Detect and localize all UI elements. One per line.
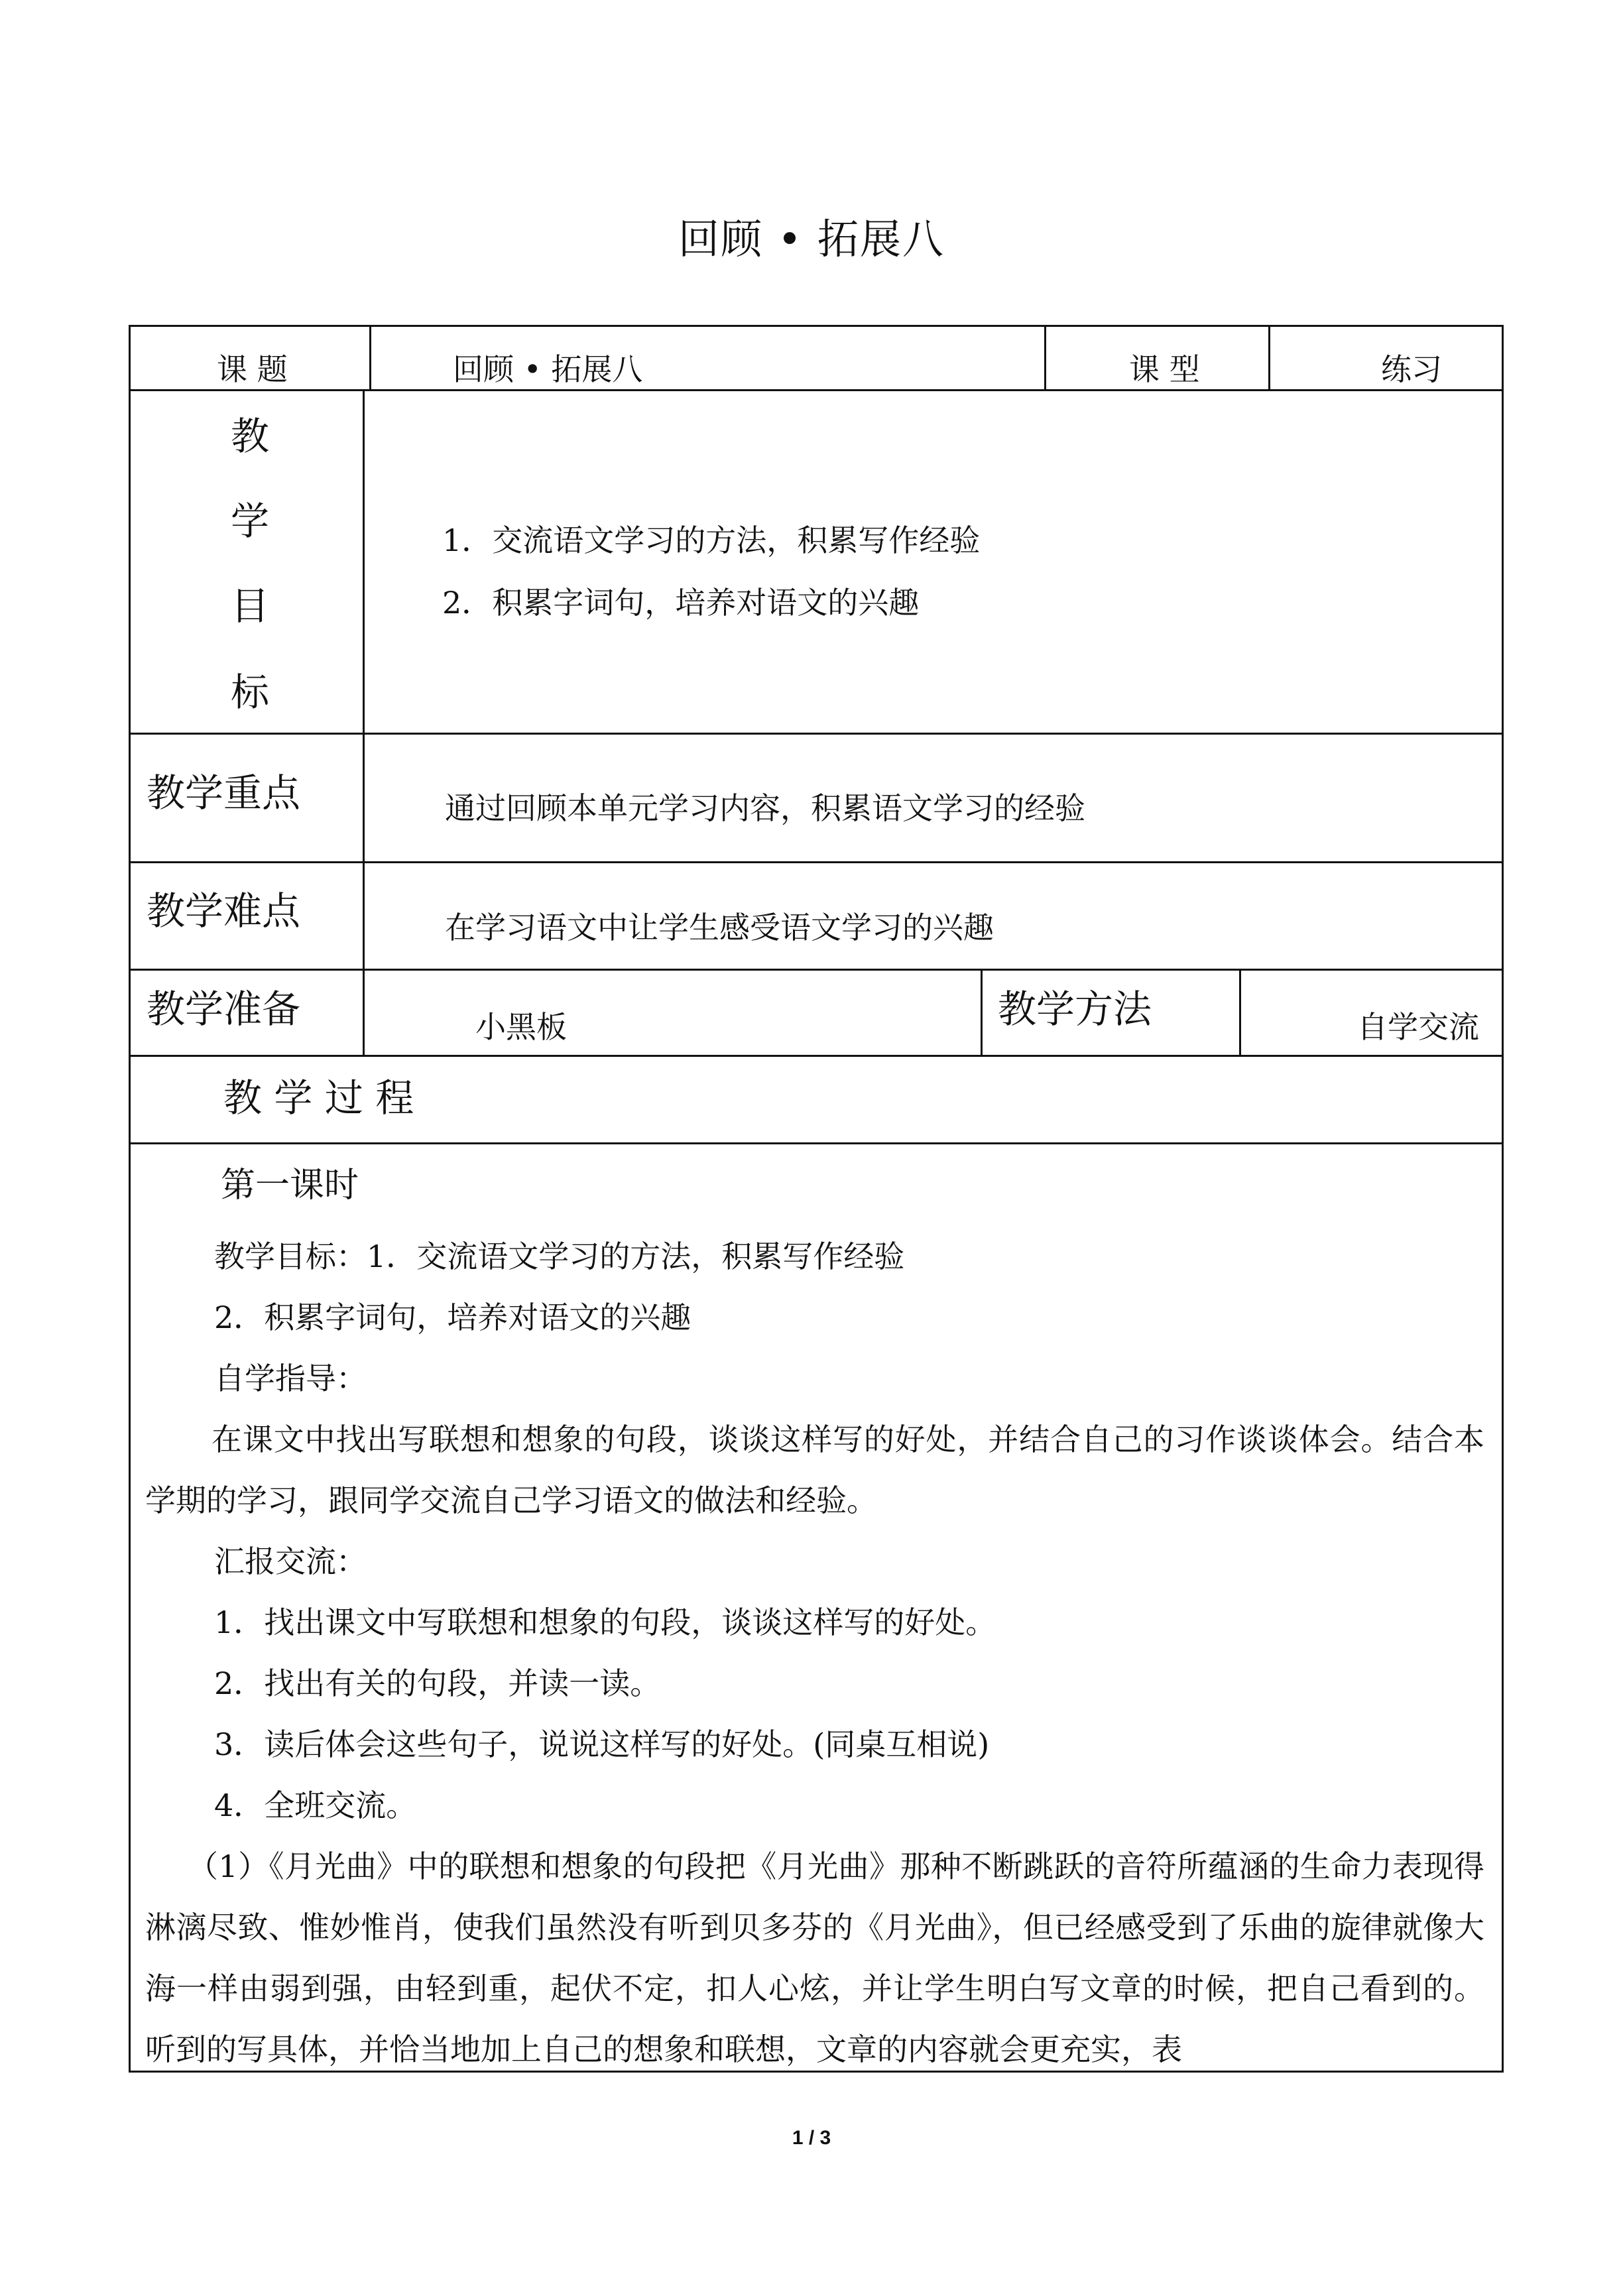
objective-item: 1．交流语文学习的方法，积累写作经验 [442,522,981,558]
topic-value: 回顾 • 拓展八 [453,351,643,387]
col-divider [1044,327,1046,389]
col-divider [363,389,365,969]
objectives-label-char: 学 [230,499,269,544]
row-divider [131,1055,1502,1057]
page-number: 1 / 3 [792,2127,831,2149]
row-divider [131,969,1502,971]
report-step: 1．找出课文中写联想和想象的句段，谈谈这样写的好处。 [214,1604,996,1640]
row-divider [131,1142,1502,1144]
objectives-label-char: 标 [230,670,269,715]
process-heading: 教 学 过 程 [223,1075,414,1120]
key-points-label: 教学重点 [147,770,301,816]
col-divider [1268,327,1270,389]
detail-paragraph: （1）《月光曲》中的联想和想象的句段把《月光曲》那种不断跳跃的音符所蕴涵的生命力表现得淋漓尽致、惟妙惟肖，使我们虽然没有听到贝多芬的《月光曲》，但已经感受到了乐曲的旋律就像大海一样由弱到强，由轻到重，起伏不定，扣人心炫，并让学生明白写文章的时候，把自己看到的。听到的写具体，并恰当地加上自己的想象和联想，文章的内容就会更充实，表 [145,1848,1484,2067]
report-step: 3．读后体会这些句子，说说这样写的好处。(同桌互相说) [214,1726,990,1762]
report-step: 4．全班交流。 [214,1787,417,1823]
self-study-text: 在课文中找出写联想和想象的句段，谈谈这样写的好处，并结合自己的习作谈谈体会。结合本学期的学习，跟同学交流自己学习语文的做法和经验。 [145,1421,1484,1518]
col-divider [363,969,365,1055]
difficulties-label: 教学难点 [147,888,301,934]
lesson-goal: 教学目标：1．交流语文学习的方法，积累写作经验 [214,1239,905,1274]
lesson-plan-table [129,325,1504,2073]
objective-item: 2．积累字词句，培养对语文的兴趣 [442,585,920,621]
report-step: 2．找出有关的句段，并读一读。 [214,1665,661,1701]
difficulties-value: 在学习语文中让学生感受语文学习的兴趣 [445,910,994,945]
preparation-label: 教学准备 [147,987,301,1032]
key-points-value: 通过回顾本单元学习内容，积累语文学习的经验 [445,790,1085,826]
row-divider [131,389,1502,391]
row-divider [131,861,1502,863]
col-divider [981,969,983,1055]
col-divider [369,327,371,389]
type-label: 课 型 [1129,351,1200,387]
row-divider [131,733,1502,735]
preparation-value: 小黑板 [475,1009,567,1045]
type-value: 练习 [1381,351,1442,387]
page-title: 回顾 • 拓展八 [678,215,945,263]
report-label: 汇报交流： [214,1543,367,1579]
lesson-heading: 第一课时 [221,1166,359,1205]
method-value: 自学交流 [1357,1009,1479,1045]
method-label: 教学方法 [998,987,1152,1032]
self-study-label: 自学指导： [214,1360,367,1396]
col-divider [1239,969,1241,1055]
topic-label: 课 题 [217,351,288,387]
objectives-label-char: 教 [230,414,269,459]
objectives-label-char: 目 [230,583,269,629]
lesson-goal: 2．积累字词句，培养对语文的兴趣 [214,1299,691,1335]
